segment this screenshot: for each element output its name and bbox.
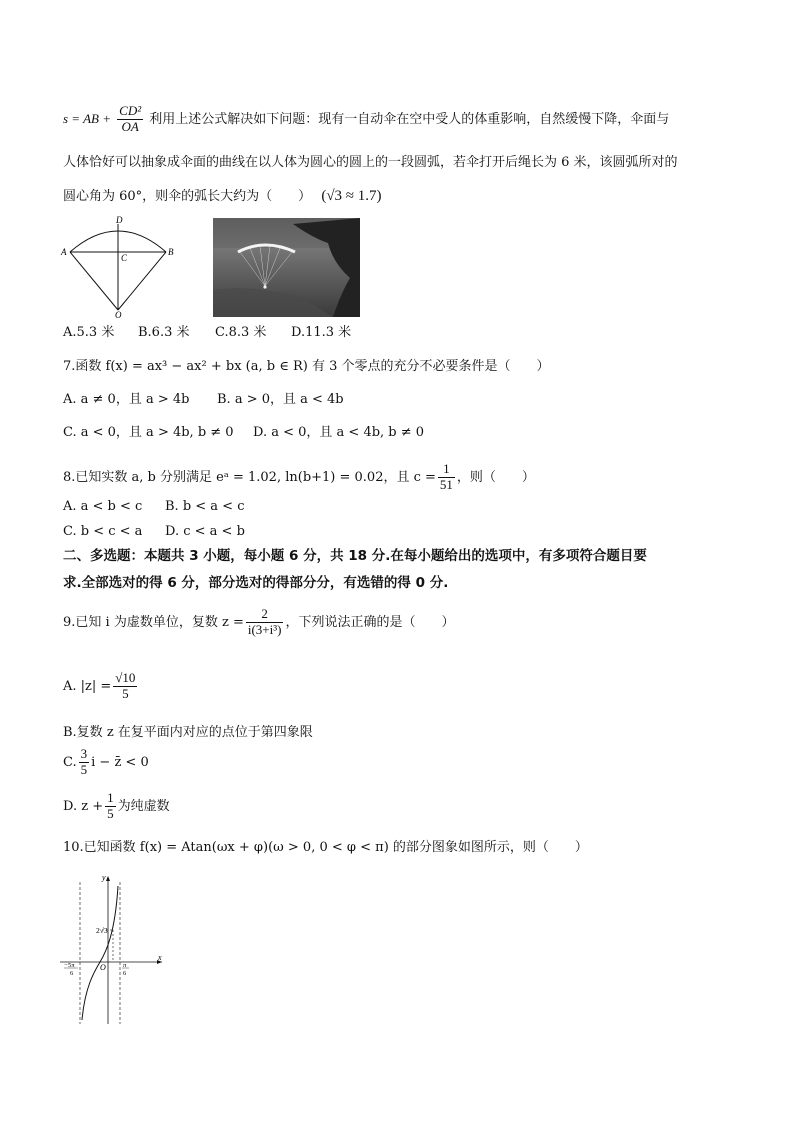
q9-option-d-fraction bbox=[105, 791, 116, 822]
origin-label: O bbox=[100, 963, 106, 972]
q9-option-a-fraction bbox=[113, 671, 137, 702]
q9-option-c-fraction bbox=[79, 747, 90, 778]
q6-formula-num: CD² bbox=[119, 103, 142, 118]
q9-option-a-num: √10 bbox=[115, 670, 136, 685]
q9-frac-num: 2 bbox=[246, 607, 284, 623]
q10-stem: 10.已知函数 f(x) = Atan(ωx + φ)(ω > 0, 0 < φ < π) 的部分图象如图所示，则（ ） bbox=[63, 840, 588, 855]
q9-option-d-suffix: 为纯虚数 bbox=[117, 798, 170, 814]
q9-option-c-prefix: C. bbox=[63, 754, 77, 770]
q6-formula-fraction bbox=[117, 104, 143, 135]
q7-stem: 7.函数 f(x) = ax³ − ax² + bx (a, b ∈ R) 有 3 个零点的充分不必要条件是（ ） bbox=[63, 359, 550, 374]
q9-option-a[interactable] bbox=[63, 671, 139, 702]
label-d: D bbox=[116, 215, 123, 225]
q9-fraction bbox=[246, 607, 284, 638]
q9-option-b[interactable]: B.复数 z 在复平面内对应的点位于第四象限 bbox=[63, 725, 313, 740]
q6-option-a[interactable]: A.5.3 米 bbox=[63, 325, 115, 340]
q7-option-d[interactable]: D. a < 0，且 a < 4b, b ≠ 0 bbox=[253, 425, 425, 440]
q8-option-c[interactable]: C. b < c < a bbox=[63, 524, 143, 539]
label-a: A bbox=[61, 247, 67, 257]
q6-line-2: 人体恰好可以抽象成伞面的曲线在以人体为圆心的圆上的一段圆弧，若伞打开后绳长为 6 米，该圆弧所对的 bbox=[63, 155, 678, 170]
q9-option-c-num: 3 bbox=[80, 746, 88, 761]
q8-options-row2 bbox=[63, 525, 245, 538]
q8-frac-num: 1 bbox=[438, 462, 455, 478]
left-tick-num: 5π bbox=[68, 962, 75, 969]
q9-option-d[interactable] bbox=[63, 791, 170, 822]
q9-stem-a: 9.已知 i 为虚数单位，复数 z = bbox=[63, 614, 244, 630]
q9-stem bbox=[63, 607, 454, 638]
q6-line-1 bbox=[63, 104, 669, 135]
q8-stem-a: 8.已知实数 a, b 分别满足 eᵃ = 1.02, ln(b+1) = 0.02，且 c = bbox=[63, 469, 436, 485]
q9-frac-den: i(3+i³) bbox=[247, 621, 282, 637]
label-o: O bbox=[115, 310, 122, 319]
q6-option-d[interactable]: D.11.3 米 bbox=[291, 325, 352, 340]
q8-options-row1 bbox=[63, 500, 245, 513]
q6-formula-s: s = AB + bbox=[63, 110, 112, 126]
q7-option-c[interactable]: C. a < 0，且 a > 4b, b ≠ 0 bbox=[63, 425, 234, 440]
q8-stem bbox=[63, 462, 535, 493]
q6-options bbox=[63, 326, 351, 339]
q8-option-a[interactable]: A. a < b < c bbox=[63, 499, 143, 514]
paraglider-photo bbox=[213, 218, 360, 317]
q8-fraction bbox=[438, 462, 455, 493]
q9-option-d-num: 1 bbox=[107, 790, 114, 805]
q7-option-b[interactable]: B. a > 0，且 a < 4b bbox=[217, 392, 344, 407]
label-c: C bbox=[121, 253, 128, 263]
q7-option-a[interactable]: A. a ≠ 0，且 a > 4b bbox=[63, 392, 190, 407]
q7-options-row2 bbox=[63, 426, 424, 439]
q9-option-d-prefix: D. z + bbox=[63, 798, 104, 814]
section2-heading-line2: 求.全部选对的得 6 分，部分选对的得部分分，有选错的得 0 分. bbox=[63, 575, 449, 591]
x-axis-label: x bbox=[158, 953, 162, 962]
radius-oa bbox=[70, 252, 118, 310]
q7-options-row1 bbox=[63, 393, 344, 406]
q8-frac-den: 51 bbox=[439, 476, 453, 492]
y-axis-label: y bbox=[102, 873, 106, 882]
q6-line1-text: 利用上述公式解决如下问题：现有一自动伞在空中受人的体重影响，自然缓慢下降，伞面与 bbox=[145, 111, 670, 127]
q6-option-c[interactable]: C.8.3 米 bbox=[215, 325, 267, 340]
q9-option-c-den: 5 bbox=[80, 761, 88, 777]
q9-option-c-suffix: i − z̄ < 0 bbox=[91, 754, 149, 770]
q9-option-d-den: 5 bbox=[107, 805, 114, 821]
section2-heading-line1: 二、多选题：本题共 3 小题，每小题 6 分，共 18 分.在每小题给出的选项中，有多项符合题目要 bbox=[63, 548, 647, 564]
q8-option-d[interactable]: D. c < a < b bbox=[165, 524, 245, 539]
q6-sector-diagram bbox=[60, 214, 185, 319]
left-tick-den: 6 bbox=[70, 970, 74, 977]
q9-option-a-prefix: A. |z| = bbox=[63, 678, 112, 694]
q10-tan-graph bbox=[58, 872, 168, 1027]
q9-option-a-den: 5 bbox=[122, 685, 129, 701]
q8-option-b[interactable]: B. b < a < c bbox=[165, 499, 245, 514]
q8-stem-b: ，则（ ） bbox=[456, 469, 535, 485]
q6-line3-text: 圆心角为 60°，则伞的弧长大约为（ ） bbox=[63, 189, 312, 204]
tan-curve bbox=[82, 886, 118, 1020]
right-tick-num: π bbox=[123, 962, 127, 969]
q9-stem-b: ，下列说法正确的是（ ） bbox=[285, 614, 455, 630]
q6-line-3 bbox=[63, 189, 382, 204]
label-b: B bbox=[168, 247, 174, 257]
q6-option-b[interactable]: B.6.3 米 bbox=[138, 325, 190, 340]
right-tick-den: 6 bbox=[123, 970, 127, 977]
q9-option-c[interactable] bbox=[63, 747, 149, 778]
y-mark-label: 2√3 bbox=[96, 926, 108, 935]
q6-formula-den: OA bbox=[121, 118, 139, 134]
q6-hint: (√3 ≈ 1.7) bbox=[321, 188, 382, 204]
svg-text:−: − bbox=[64, 962, 68, 969]
